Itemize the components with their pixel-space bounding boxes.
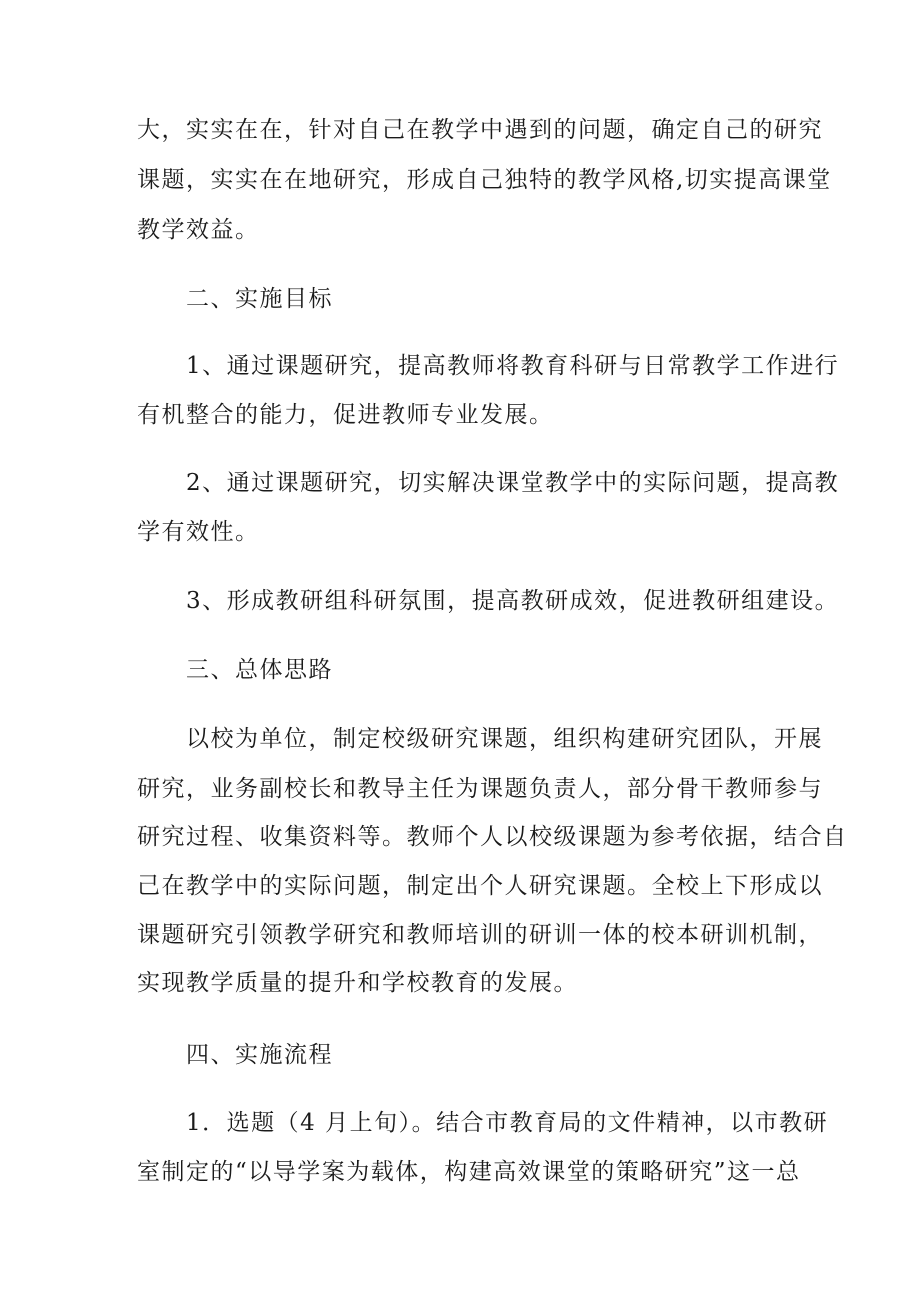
text-line: 研究过程、收集资料等。教师个人以校级课题为参考依据，结合自 — [137, 824, 848, 850]
text-line: 教学效益。 — [137, 217, 260, 243]
text-line: 室制定的“以导学案为载体，构建高效课堂的策略研究”这一总 — [137, 1159, 801, 1185]
text-line: 以校为单位，制定校级研究课题，组织构建研究团队，开展 — [186, 726, 823, 752]
text-line: 1、通过课题研究，提高教师将教育科研与日常教学工作进行 — [186, 353, 840, 379]
text-line: 学有效性。 — [137, 519, 260, 545]
text-line: 课题，实实在在地研究，形成自己独特的教学风格,切实提高课堂 — [137, 167, 832, 193]
text-line: 1．选题（4 月上旬）。结合市教育局的文件精神，以市教研 — [186, 1110, 829, 1136]
text-line: 课题研究引领教学研究和教师培训的研训一体的校本研训机制， — [137, 922, 823, 948]
section-heading: 三、总体思路 — [186, 657, 333, 683]
text-line: 2、通过课题研究，切实解决课堂教学中的实际问题，提高教 — [186, 470, 840, 496]
section-heading: 四、实施流程 — [186, 1042, 333, 1068]
text-line: 实现教学质量的提升和学校教育的发展。 — [137, 970, 578, 996]
section-heading: 二、实施目标 — [186, 286, 333, 312]
text-line: 有机整合的能力，促进教师专业发展。 — [137, 402, 554, 428]
text-line: 研究，业务副校长和教导主任为课题负责人，部分骨干教师参与 — [137, 776, 823, 802]
text-line: 3、形成教研组科研氛围，提高教研成效，促进教研组建设。 — [186, 588, 840, 614]
text-line: 己在教学中的实际问题，制定出个人研究课题。全校上下形成以 — [137, 873, 823, 899]
text-line: 大，实实在在，针对自己在教学中遇到的问题，确定自己的研究 — [137, 117, 823, 143]
